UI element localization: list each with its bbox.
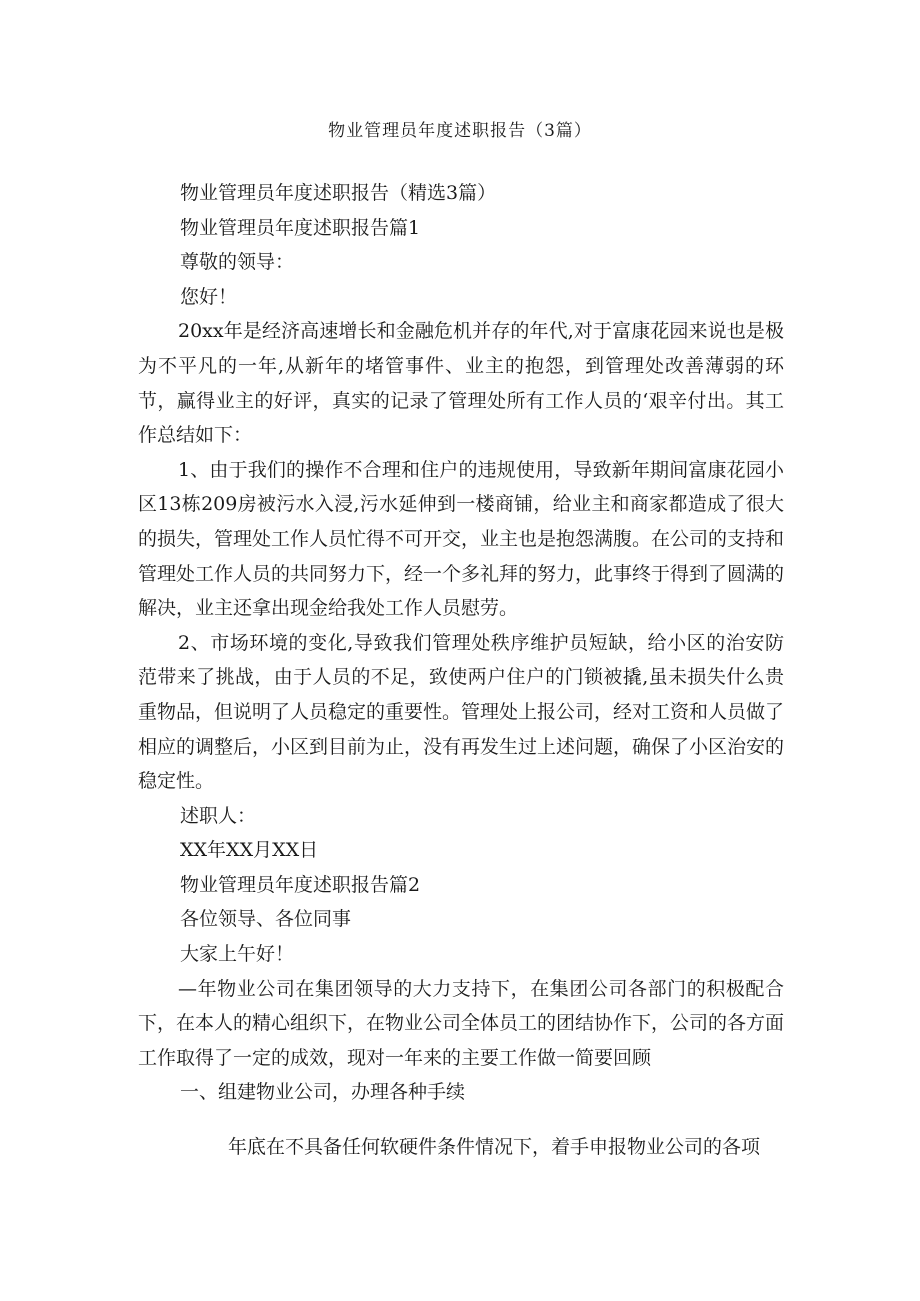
paragraph-5: 年底在不具备任何软硬件条件情况下，着手申报物业公司的各项 <box>228 1136 761 1159</box>
document-title: 物业管理员年度述职报告（3篇） <box>328 121 592 141</box>
paragraph-3: 2、市场环境的变化,导致我们管理处秩序维护员短缺，给小区的治安防范带来了挑战，由于人员的不足，致使两户住户的门锁被撬,虽未损失什么贵重物品，但说明了人员稳定的重要性。管理处上报公司，经对工资和人员做了相应的调整后，小区到目前为止，没有再发生过上述问题，确保了小区治安的稳定性。 <box>138 631 785 793</box>
salutation-2: 各位领导、各位同事 <box>180 908 352 931</box>
paragraph-1: 20xx年是经济高速增长和金融危机并存的年代,对于富康花园来说也是极为不平凡的一年,从新年的堵管事件、业主的抱怨，到管理处改善薄弱的环节，赢得业主的好评，真实的记录了管理处所有工作人员的‘艰辛付出。其工作总结如下： <box>138 320 784 447</box>
report-date: XX年XX月XX日 <box>180 839 319 862</box>
greeting-2: 大家上午好！ <box>180 943 295 966</box>
greeting-1: 您好！ <box>180 285 238 308</box>
section-heading-2: 物业管理员年度述职报告篇2 <box>180 873 421 896</box>
section-heading-one: 一、组建物业公司，办理各种手续 <box>180 1081 466 1104</box>
section-heading-1: 物业管理员年度述职报告篇1 <box>180 216 421 239</box>
salutation-1: 尊敬的领导： <box>180 251 295 274</box>
document-body <box>138 176 784 1165</box>
reporter-label: 述职人： <box>180 804 257 827</box>
spacer <box>138 1110 784 1130</box>
paragraph-2: 1、由于我们的操作不合理和住户的违规使用，导致新年期间富康花园小区13栋209房被污水入浸,污水延伸到一楼商铺，给业主和商家都造成了很大的损失，管理处工作人员忙得不可开交，业主也是抱怨满腹。在公司的支持和管理处工作人员的共同努力下，经一个多礼拜的努力，此事终于得到了圆满的解决，业主还拿出现金给我处工作人员慰劳。 <box>138 458 785 620</box>
document-subtitle: 物业管理员年度述职报告（精选3篇） <box>180 182 497 204</box>
paragraph-4: —年物业公司在集团领导的大力支持下，在集团公司各部门的积极配合下，在本人的精心组织下，在物业公司全体员工的团结协作下，公司的各方面工作取得了一定的成效，现对一年来的主要工作做一简要回顾 <box>138 977 785 1069</box>
